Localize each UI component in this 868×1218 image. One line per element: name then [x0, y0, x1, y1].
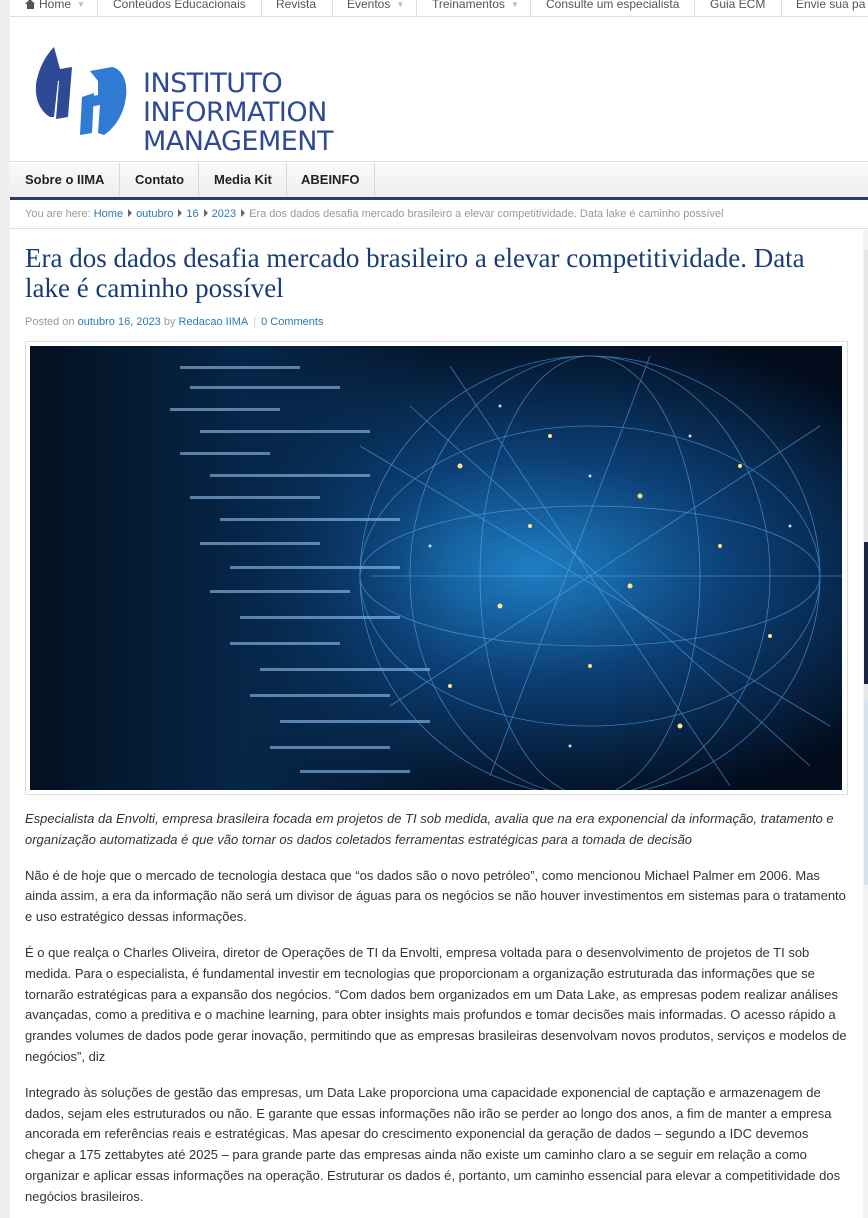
- home-icon: [25, 0, 36, 9]
- article-title: Era dos dados desafia mercado brasileiro a elevar competitividade. Data lake é caminho possível: [25, 243, 805, 303]
- article-paragraph: Não é de hoje que o mercado de tecnologia destaca que “os dados são o novo petróleo”, como mencionou Michael Palmer em 2006. Mas ainda assim, a era da informação não será um divisor de águas para os negócios se não houver investimentos em sistemas para o tratamento e uso estratégico dessas informações.: [25, 867, 846, 925]
- caret-right-icon: [204, 209, 208, 217]
- chevron-down-icon: ▼: [396, 0, 405, 9]
- breadcrumb-current: Era dos dados desafia mercado brasileiro a elevar competitividade. Data lake é caminho possível: [249, 208, 724, 220]
- breadcrumb-month[interactable]: outubro: [136, 208, 174, 220]
- divider: [416, 0, 417, 17]
- top-nav: [10, 0, 868, 17]
- main-nav-contato[interactable]: Contato: [135, 172, 185, 187]
- article-meta: Posted on outubro 16, 2023 by Redacao IIMA | 0 Comments: [25, 316, 324, 328]
- site-header: [10, 17, 868, 162]
- breadcrumb-day[interactable]: 16: [186, 208, 199, 220]
- article-paragraph: É o que realça o Charles Oliveira, diretor de Operações de TI da Envolti, empresa voltada para o desenvolvimento de projetos de TI sob medida. Para o especialista, é fundamental investir em tecnologias que proporcionam a organização estruturada das informações que se tornarão estratégicas para a expansão dos negócios. “Com dados bem organizados em um Data Lake, as empresas podem realizar análises avançadas, como a preditiva e o machine learning, para obter insights mais profundos e tomar decisões mais informadas. O acesso rápido a grandes volumes de dados pode gerar inovação, permitindo que as empresas brasileiras desenvolvam novos produtos, serviços e modelos de negócios”, diz: [25, 944, 847, 1064]
- divider: [530, 0, 531, 17]
- caret-right-icon: [178, 209, 182, 217]
- article-body: [25, 809, 850, 1218]
- article-paragraph: Integrado às soluções de gestão das empresas, um Data Lake proporciona uma capacidade exponencial de captação e armazenagem de dados, sejam eles estruturados ou não. E garante que essas informações não irão se perder ao longo dos anos, a fim de manter a empresa ancorada em referências reais e estratégicas. Mas apesar do crescimento exponencial da geração de dados – segundo a IDC devemos chegar a 175 zettabytes até 2025 – para grande parte das empresas ainda não existe um caminho claro a se seguir em relação a como organizar e aplicar essas informações na operação. Estruturar os dados é, portanto, um caminho essencial para elevar a competitividade dos negócios brasileiros.: [25, 1084, 841, 1204]
- breadcrumb-prefix: You are here:: [25, 208, 91, 220]
- top-nav-envie[interactable]: Envie sua pa: [796, 0, 866, 11]
- divider: [374, 163, 375, 197]
- comments-link[interactable]: 0 Comments: [261, 316, 324, 328]
- main-nav: [10, 163, 868, 200]
- top-nav-revista[interactable]: Revista: [276, 0, 317, 11]
- article-lead: Especialista da Envolti, empresa brasileira focada em projetos de TI sob medida, avalia que na era exponencial da informação, tratamento e organização automatizada é que vão tornar os dados coletados ferramentas estratégicas para a tomada de decisão: [25, 811, 834, 847]
- divider: [332, 0, 333, 17]
- top-nav-guia-ecm[interactable]: Guia ECM: [710, 0, 766, 11]
- sidebar-ad[interactable]: [864, 700, 868, 885]
- breadcrumb-home[interactable]: Home: [93, 208, 124, 220]
- breadcrumb: [10, 201, 868, 229]
- post-date-link[interactable]: outubro 16, 2023: [77, 316, 161, 328]
- main-nav-sobre[interactable]: Sobre o IIMA: [25, 172, 105, 187]
- logo-mark-icon: [32, 41, 142, 141]
- logo-wordmark: INSTITUTO INFORMATION MANAGEMENT: [143, 68, 333, 157]
- top-nav-home[interactable]: Home ▼: [25, 0, 85, 16]
- divider: [261, 0, 262, 17]
- author-link[interactable]: Redacao IIMA: [178, 316, 249, 328]
- divider: [97, 0, 98, 17]
- divider: [694, 0, 695, 17]
- main-nav-media-kit[interactable]: Media Kit: [214, 172, 272, 187]
- breadcrumb-year[interactable]: 2023: [211, 208, 237, 220]
- top-nav-eventos[interactable]: Eventos ▼: [347, 0, 405, 11]
- divider: [286, 163, 287, 197]
- sidebar-edge: [863, 230, 868, 1218]
- site-logo[interactable]: [32, 41, 372, 157]
- main-nav-abeinfo[interactable]: ABEINFO: [301, 172, 360, 187]
- chevron-down-icon: ▼: [510, 0, 519, 9]
- data-network-image: [30, 346, 842, 790]
- top-nav-consulte[interactable]: Consulte um especialista: [546, 0, 680, 11]
- chevron-down-icon: ▼: [77, 0, 85, 9]
- sidebar-ad[interactable]: [864, 542, 868, 684]
- top-nav-treinamentos[interactable]: Treinamentos ▼: [432, 0, 519, 11]
- divider: [198, 163, 199, 197]
- featured-image: [25, 341, 848, 795]
- page-frame: [10, 0, 868, 1218]
- caret-right-icon: [128, 209, 132, 217]
- divider: [119, 163, 120, 197]
- caret-right-icon: [241, 209, 245, 217]
- divider: [781, 0, 782, 17]
- top-nav-conteudos[interactable]: Conteúdos Educacionais: [113, 0, 246, 11]
